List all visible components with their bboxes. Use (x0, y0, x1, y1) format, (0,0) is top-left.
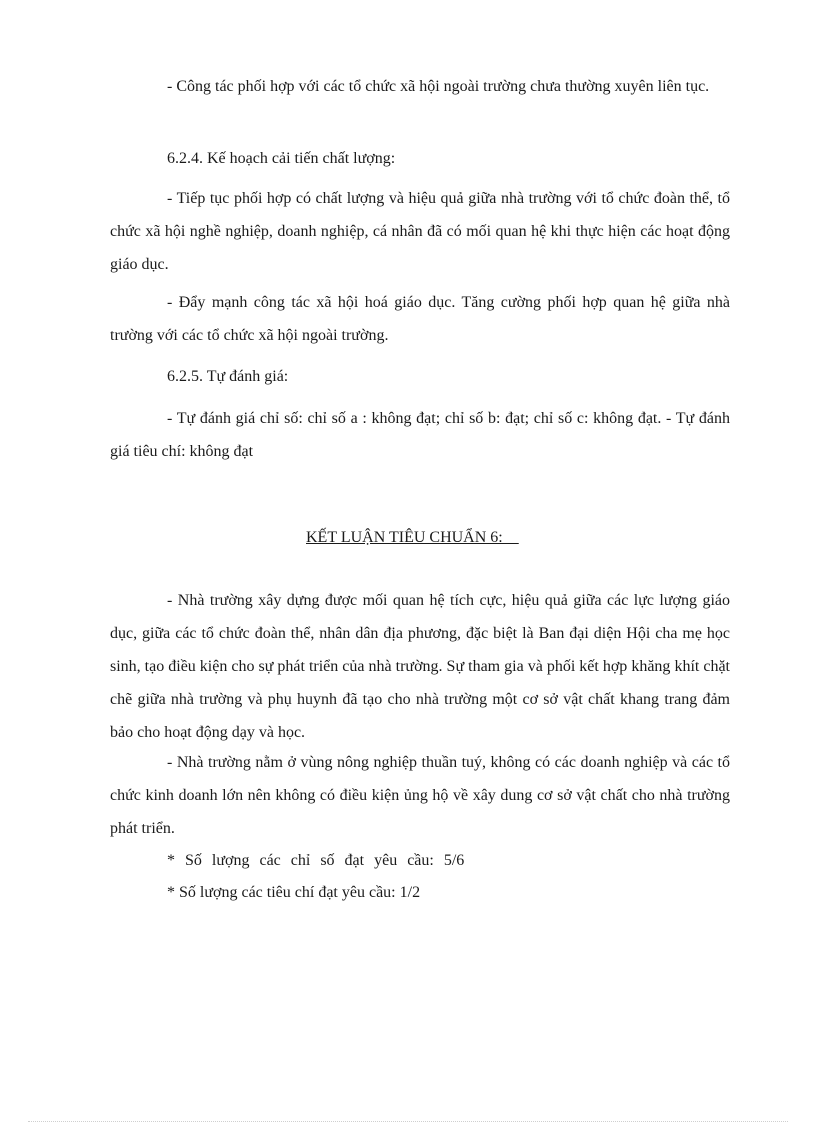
paragraph-self-assessment: - Tự đánh giá chỉ số: chỉ số a : không đạt; chỉ số b: đạt; chỉ số c: không đạt. - Tự đánh giá tiêu chí: không đạt (110, 410, 730, 460)
page-bottom-divider (28, 1121, 788, 1122)
conclusion-heading: KẾT LUẬN TIÊU CHUẨN 6: (306, 529, 519, 546)
paragraph-socialization: - Đẩy mạnh công tác xã hội hoá giáo dục. Tăng cường phối hợp quan hệ giữa nhà trường với các tổ chức xã hội ngoài trường. (110, 294, 730, 344)
section-heading-6-2-4: 6.2.4. Kế hoạch cải tiến chất lượng: (167, 150, 396, 167)
paragraph-conclusion-positive: - Nhà trường xây dựng được mối quan hệ tích cực, hiệu quả giữa các lực lượng giáo dục, giữa các tổ chức đoàn thể, nhân dân địa phương, đặc biệt là Ban đại diện Hội cha mẹ học sinh, tạo điều kiện cho sự phát triển của nhà trường. Sự tham gia và phối kết hợp khăng khít chặt chẽ giữa nhà trường và phụ huynh đã tạo cho nhà trường một cơ sở vật chất khang trang đảm bảo cho hoạt động dạy và học. (110, 592, 730, 741)
summary-criteria-met: * Số lượng các tiêu chí đạt yêu cầu: 1/2 (167, 884, 421, 901)
summary-indicators-met: * Số lượng các chỉ số đạt yêu cầu: 5/6 (167, 852, 465, 869)
paragraph-conclusion-limitation: - Nhà trường nằm ở vùng nông nghiệp thuần tuý, không có các doanh nghiệp và các tổ chức kinh doanh lớn nên không có điều kiện ủng hộ về xây dung cơ sở vật chất cho nhà trường phát triển. (110, 754, 730, 837)
paragraph-coordination-issue: - Công tác phối hợp với các tổ chức xã hội ngoài trường chưa thường xuyên liên tục. (167, 78, 710, 95)
section-heading-6-2-5: 6.2.5. Tự đánh giá: (167, 368, 289, 385)
paragraph-continue-coordination: - Tiếp tục phối hợp có chất lượng và hiệu quả giữa nhà trường với tổ chức đoàn thể, tổ chức xã hội nghề nghiệp, doanh nghiệp, cá nhân đã có mối quan hệ khi thực hiện các hoạt động giáo dục. (110, 190, 730, 273)
